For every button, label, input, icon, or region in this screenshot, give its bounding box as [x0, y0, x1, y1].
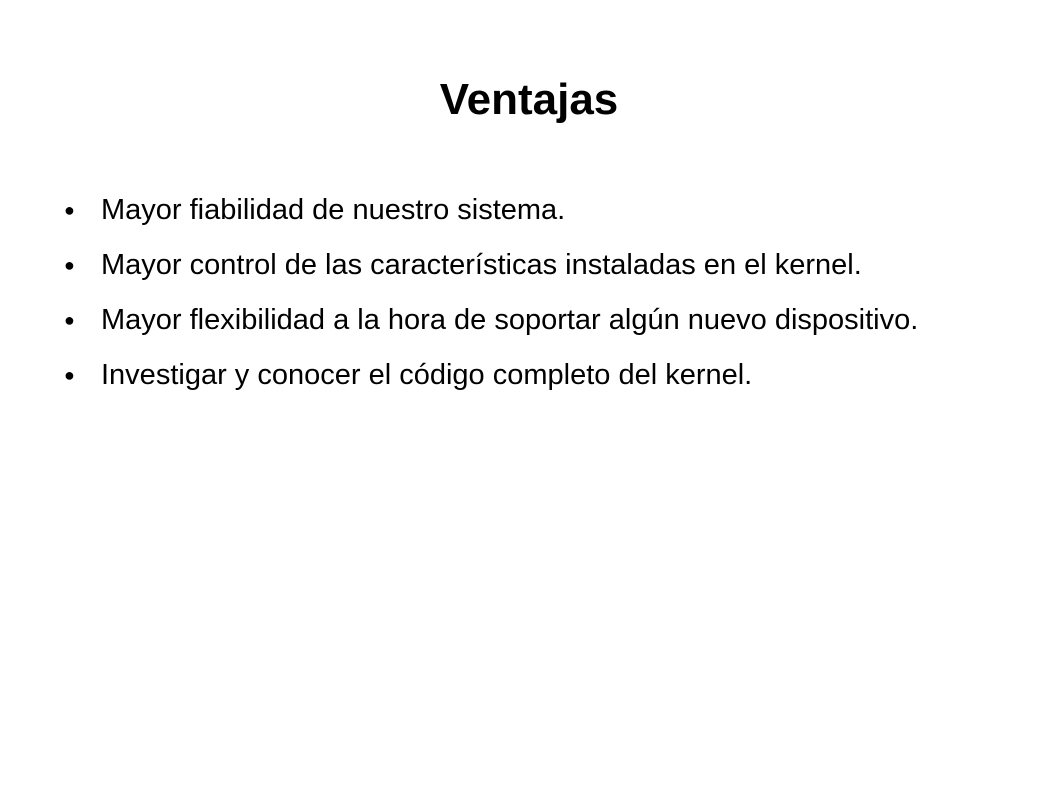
- bullet-text: Mayor control de las características instaladas en el kernel.: [101, 249, 862, 281]
- bullet-text: Investigar y conocer el código completo del kernel.: [101, 359, 753, 391]
- list-item: [64, 190, 1004, 230]
- list-item: [64, 355, 1004, 395]
- bullet-icon: ●: [64, 365, 75, 385]
- list-item: [64, 300, 1004, 340]
- bullet-icon: ●: [64, 310, 75, 330]
- list-item: [64, 245, 1004, 285]
- bullet-text: Mayor flexibilidad a la hora de soportar algún nuevo dispositivo.: [101, 304, 919, 336]
- bullet-list: [64, 190, 1004, 410]
- bullet-icon: ●: [64, 255, 75, 275]
- bullet-text: Mayor fiabilidad de nuestro sistema.: [101, 194, 566, 226]
- slide-title: Ventajas: [439, 75, 619, 124]
- bullet-icon: ●: [64, 200, 75, 220]
